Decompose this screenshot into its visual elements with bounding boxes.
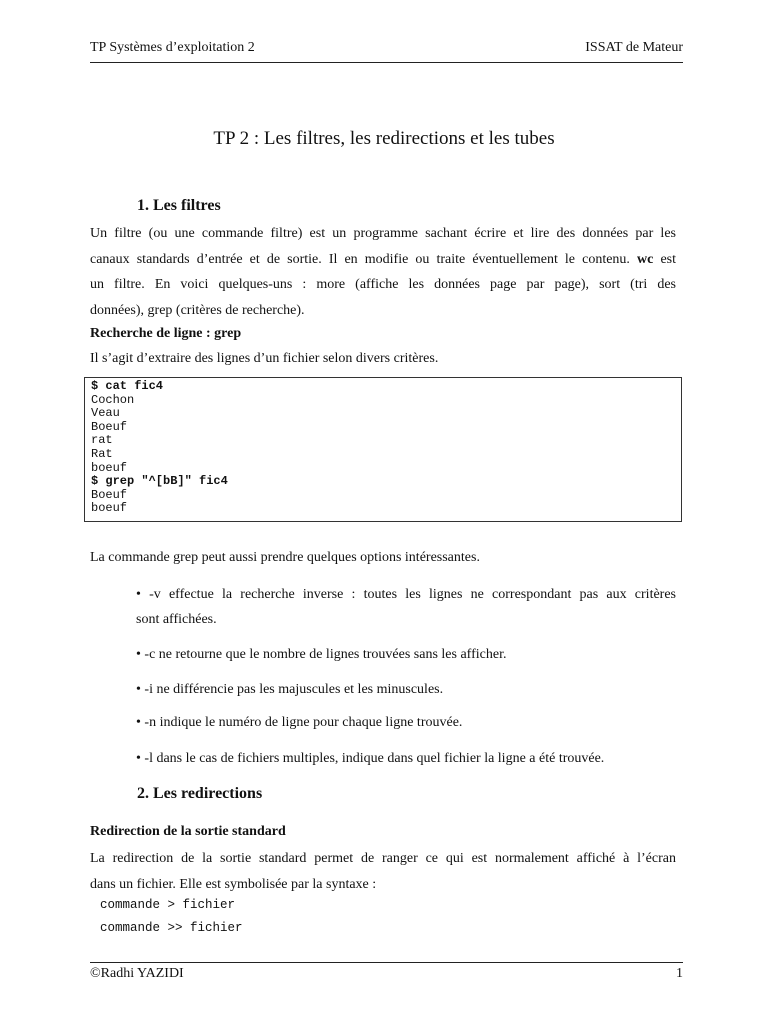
list-item: • -i ne différencie pas les majuscules et les minuscules. [136, 682, 444, 697]
list-item: • -c ne retourne que le nombre de lignes trouvées sans les afficher. [136, 647, 507, 662]
section-heading-redirections: 2. Les redirections [137, 785, 263, 802]
redirection-line: La redirection de la sortie standard permet de ranger ce qui est normalement affiché à l’écran [90, 851, 676, 866]
intro-line: données), grep (critères de recherche). [90, 302, 305, 318]
code-line: boeuf [91, 501, 128, 516]
list-item: • -v effectue la recherche inverse : toutes les lignes ne correspondant pas aux critères sont affichées. [136, 587, 676, 627]
code-line: rat [91, 433, 113, 448]
document-title: TP 2 : Les filtres, les redirections et les tubes [213, 128, 555, 149]
page-number: 1 [676, 966, 683, 981]
redirection-paragraph [90, 846, 676, 897]
code-example-box [84, 377, 682, 522]
page-header [90, 40, 683, 63]
code-line: Boeuf [91, 419, 128, 434]
header-course: TP Systèmes d’exploitation 2 [90, 40, 255, 55]
intro-line: canaux standards d’entrée et de sortie. Il en modifie ou traite éventuellement le contenu. wc est [90, 251, 676, 267]
syntax-example: commande > fichier [100, 898, 236, 912]
grep-description: Il s’agit d’extraire des lignes d’un fichier selon divers critères. [90, 351, 439, 366]
header-school: ISSAT de Mateur [585, 40, 683, 55]
page-footer [90, 962, 683, 982]
intro-line: un filtre. En voici quelques-uns : more (affiche les données page par page), sort (tri des [90, 277, 676, 292]
code-line: Rat [91, 446, 113, 461]
stdout-redirection-subheading: Redirection de la sortie standard [90, 824, 286, 839]
code-line: boeuf [91, 460, 128, 475]
options-intro: La commande grep peut aussi prendre quelques options intéressantes. [90, 550, 480, 565]
intro-line: Un filtre (ou une commande filtre) est un programme sachant écrire et lire des données par les [90, 226, 676, 241]
grep-subheading: Recherche de ligne : grep [90, 326, 242, 341]
filters-intro-paragraph [90, 221, 676, 323]
syntax-example: commande >> fichier [100, 921, 243, 935]
wc-keyword: wc [637, 251, 654, 267]
code-line: Boeuf [91, 487, 128, 502]
section-heading-filters: 1. Les filtres [137, 197, 221, 214]
code-line: Veau [91, 406, 120, 421]
code-line: $ grep "^[bB]" fic4 [91, 474, 228, 489]
list-item: • -l dans le cas de fichiers multiples, indique dans quel fichier la ligne a été trouvée. [136, 751, 605, 766]
footer-author: ©Radhi YAZIDI [90, 966, 184, 981]
redirection-line: dans un fichier. Elle est symbolisée par la syntaxe : [90, 876, 377, 892]
code-line: $ cat fic4 [91, 379, 164, 393]
code-line: Cochon [91, 392, 135, 407]
list-item: • -n indique le numéro de ligne pour chaque ligne trouvée. [136, 715, 463, 730]
